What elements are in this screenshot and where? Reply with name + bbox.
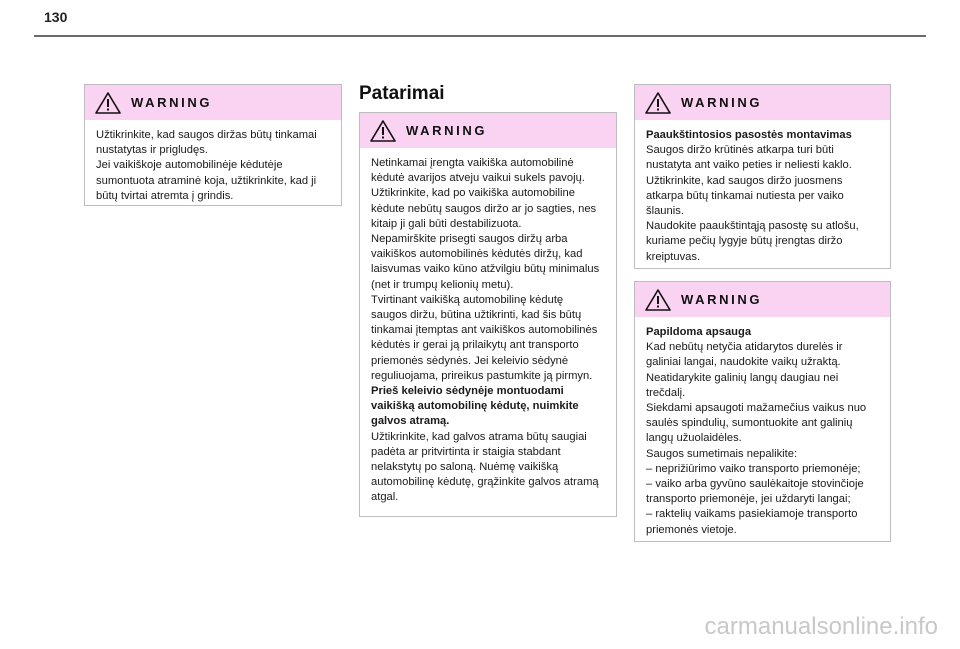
text-line: (net ir trumpų kelionių metu).	[371, 278, 514, 291]
text-line: Saugos sumetimais nepalikite:	[646, 447, 798, 460]
warning-header	[635, 282, 890, 317]
text-line: Nepamirškite prisegti saugos diržų arba	[371, 233, 568, 246]
text-line: nelakstytų po saloną. Nuėmę vaikišką	[371, 461, 559, 474]
warning-text	[635, 317, 890, 548]
warning-box-3	[634, 84, 891, 269]
text-line: reguliuojama, prireikus pastumkite ją pirmyn.	[371, 369, 593, 382]
text-line: automobilinę kėdutę, grąžinkite galvos atramą	[371, 476, 599, 489]
text-line: langų užuolaidėles.	[646, 432, 742, 445]
header-rule	[34, 35, 926, 37]
warning-text	[85, 120, 341, 214]
text-line: Užtikrinkite, kad saugos diržas būtų tinkamai	[96, 129, 317, 141]
text-line: Neatidarykite galinių langų daugiau nei	[646, 371, 839, 384]
text-line: kuriame pečių lygyje būtų įrengtas diržo	[646, 235, 843, 248]
text-line: transporto priemonėje, jei uždaryti langai;	[646, 493, 851, 506]
warning-title: WARNING	[681, 292, 763, 307]
warning-title: WARNING	[681, 95, 763, 110]
warning-box-2	[359, 112, 617, 517]
text-line: saulės spindulių, sumontuokite ant galinių	[646, 417, 853, 430]
text-line: saugos diržu, būtina užtikrinti, kad šis būtų	[371, 309, 582, 322]
warning-title: WARNING	[131, 95, 213, 110]
text-line: vaikiškos automobilinės kėdutės diržų, kad	[371, 248, 583, 261]
warning-text	[635, 120, 890, 275]
text-line: Užtikrinkite, kad galvos atrama būtų saugiai	[371, 430, 587, 443]
text-line: Tvirtinant vaikišką automobilinę kėdutę	[371, 293, 564, 306]
text-line: Kad nebūtų netyčia atidarytos durelės ir	[646, 341, 843, 354]
warning-header	[635, 85, 890, 120]
text-line: kėdutė avarijos atveju vaikui sukels pavojų.	[371, 172, 585, 185]
warning-triangle-icon	[370, 120, 396, 142]
text-line: atgal.	[371, 491, 399, 504]
warning-subheading: Papildoma apsauga	[646, 326, 752, 338]
text-line: Užtikrinkite, kad po vaikiška automobiline	[371, 187, 575, 200]
text-line: priemonės sėdynės. Jei keleivio sėdynė	[371, 354, 569, 367]
text-line: būtų tvirtai atremta į grindis.	[96, 189, 234, 202]
text-line: – neprižiūrimo vaiko transporto priemonėje;	[646, 462, 861, 475]
text-line: Netinkamai įrengta vaikiška automobilinė	[371, 157, 574, 169]
section-title: Patarimai	[359, 83, 445, 104]
text-line: kitaip ji gali būti destabilizuota.	[371, 217, 522, 230]
warning-triangle-icon	[95, 92, 121, 114]
warning-box-4	[634, 281, 891, 542]
warning-triangle-icon	[645, 92, 671, 114]
bold-text-line: galvos atramą.	[371, 415, 450, 428]
text-line: atkarpa būtų tinkamai nutiesta per vaiko	[646, 189, 844, 202]
text-line: galiniai langai, naudokite vaikų užraktą.	[646, 356, 841, 369]
text-line: nustatyta ant vaiko peties ir neliesti kaklo.	[646, 159, 852, 172]
text-line: trečdalį.	[646, 386, 686, 399]
warning-header	[360, 113, 616, 148]
text-line: kreiptuvas.	[646, 250, 701, 263]
bold-text-line: vaikišką automobilinę kėdutę, nuimkite	[371, 400, 579, 413]
watermark: carmanualsonline.info	[704, 613, 938, 640]
page-number: 130	[44, 9, 68, 25]
text-line: laisvumas vaiko kūno atžvilgiu būtų minimalus	[371, 263, 600, 276]
text-line: nustatytas ir prigludęs.	[96, 144, 208, 157]
text-line: sumontuota atraminė koja, užtikrinkite, kad ji	[96, 174, 317, 187]
bold-text-line: Prieš keleivio sėdynėje montuodami	[371, 385, 564, 398]
warning-triangle-icon	[645, 289, 671, 311]
text-line: Užtikrinkite, kad saugos diržo juosmens	[646, 174, 843, 187]
warning-subheading: Paaukštintosios pasostės montavimas	[646, 129, 852, 141]
text-line: kėdute nebūtų saugos diržo ar jo sagties, nes	[371, 202, 597, 215]
text-line: tinkamai įtemptas ant vaikiškos automobilinės	[371, 324, 598, 337]
text-line: – vaiko arba gyvūno saulėkaitoje stovinčioje	[646, 478, 864, 491]
text-line: Siekdami apsaugoti mažamečius vaikus nuo	[646, 402, 867, 415]
text-line: kėdutės ir gerai ją prilaikytų ant transporto	[371, 339, 579, 352]
text-line: – raktelių vaikams pasiekiamoje transporto	[646, 508, 858, 521]
text-line: Saugos diržo krūtinės atkarpa turi būti	[646, 144, 834, 157]
text-line: Jei vaikiškoje automobilinėje kėdutėje	[96, 159, 283, 172]
text-line: šlaunis.	[646, 205, 684, 218]
warning-title: WARNING	[406, 123, 488, 138]
warning-text	[360, 148, 616, 516]
text-line: padėta ar pritvirtinta ir staigia stabdant	[371, 445, 561, 458]
text-line: Naudokite paaukštintąją pasostę su atlošu,	[646, 220, 859, 233]
warning-box-1	[84, 84, 342, 206]
warning-header	[85, 85, 341, 120]
text-line: priemonės vietoje.	[646, 523, 737, 536]
